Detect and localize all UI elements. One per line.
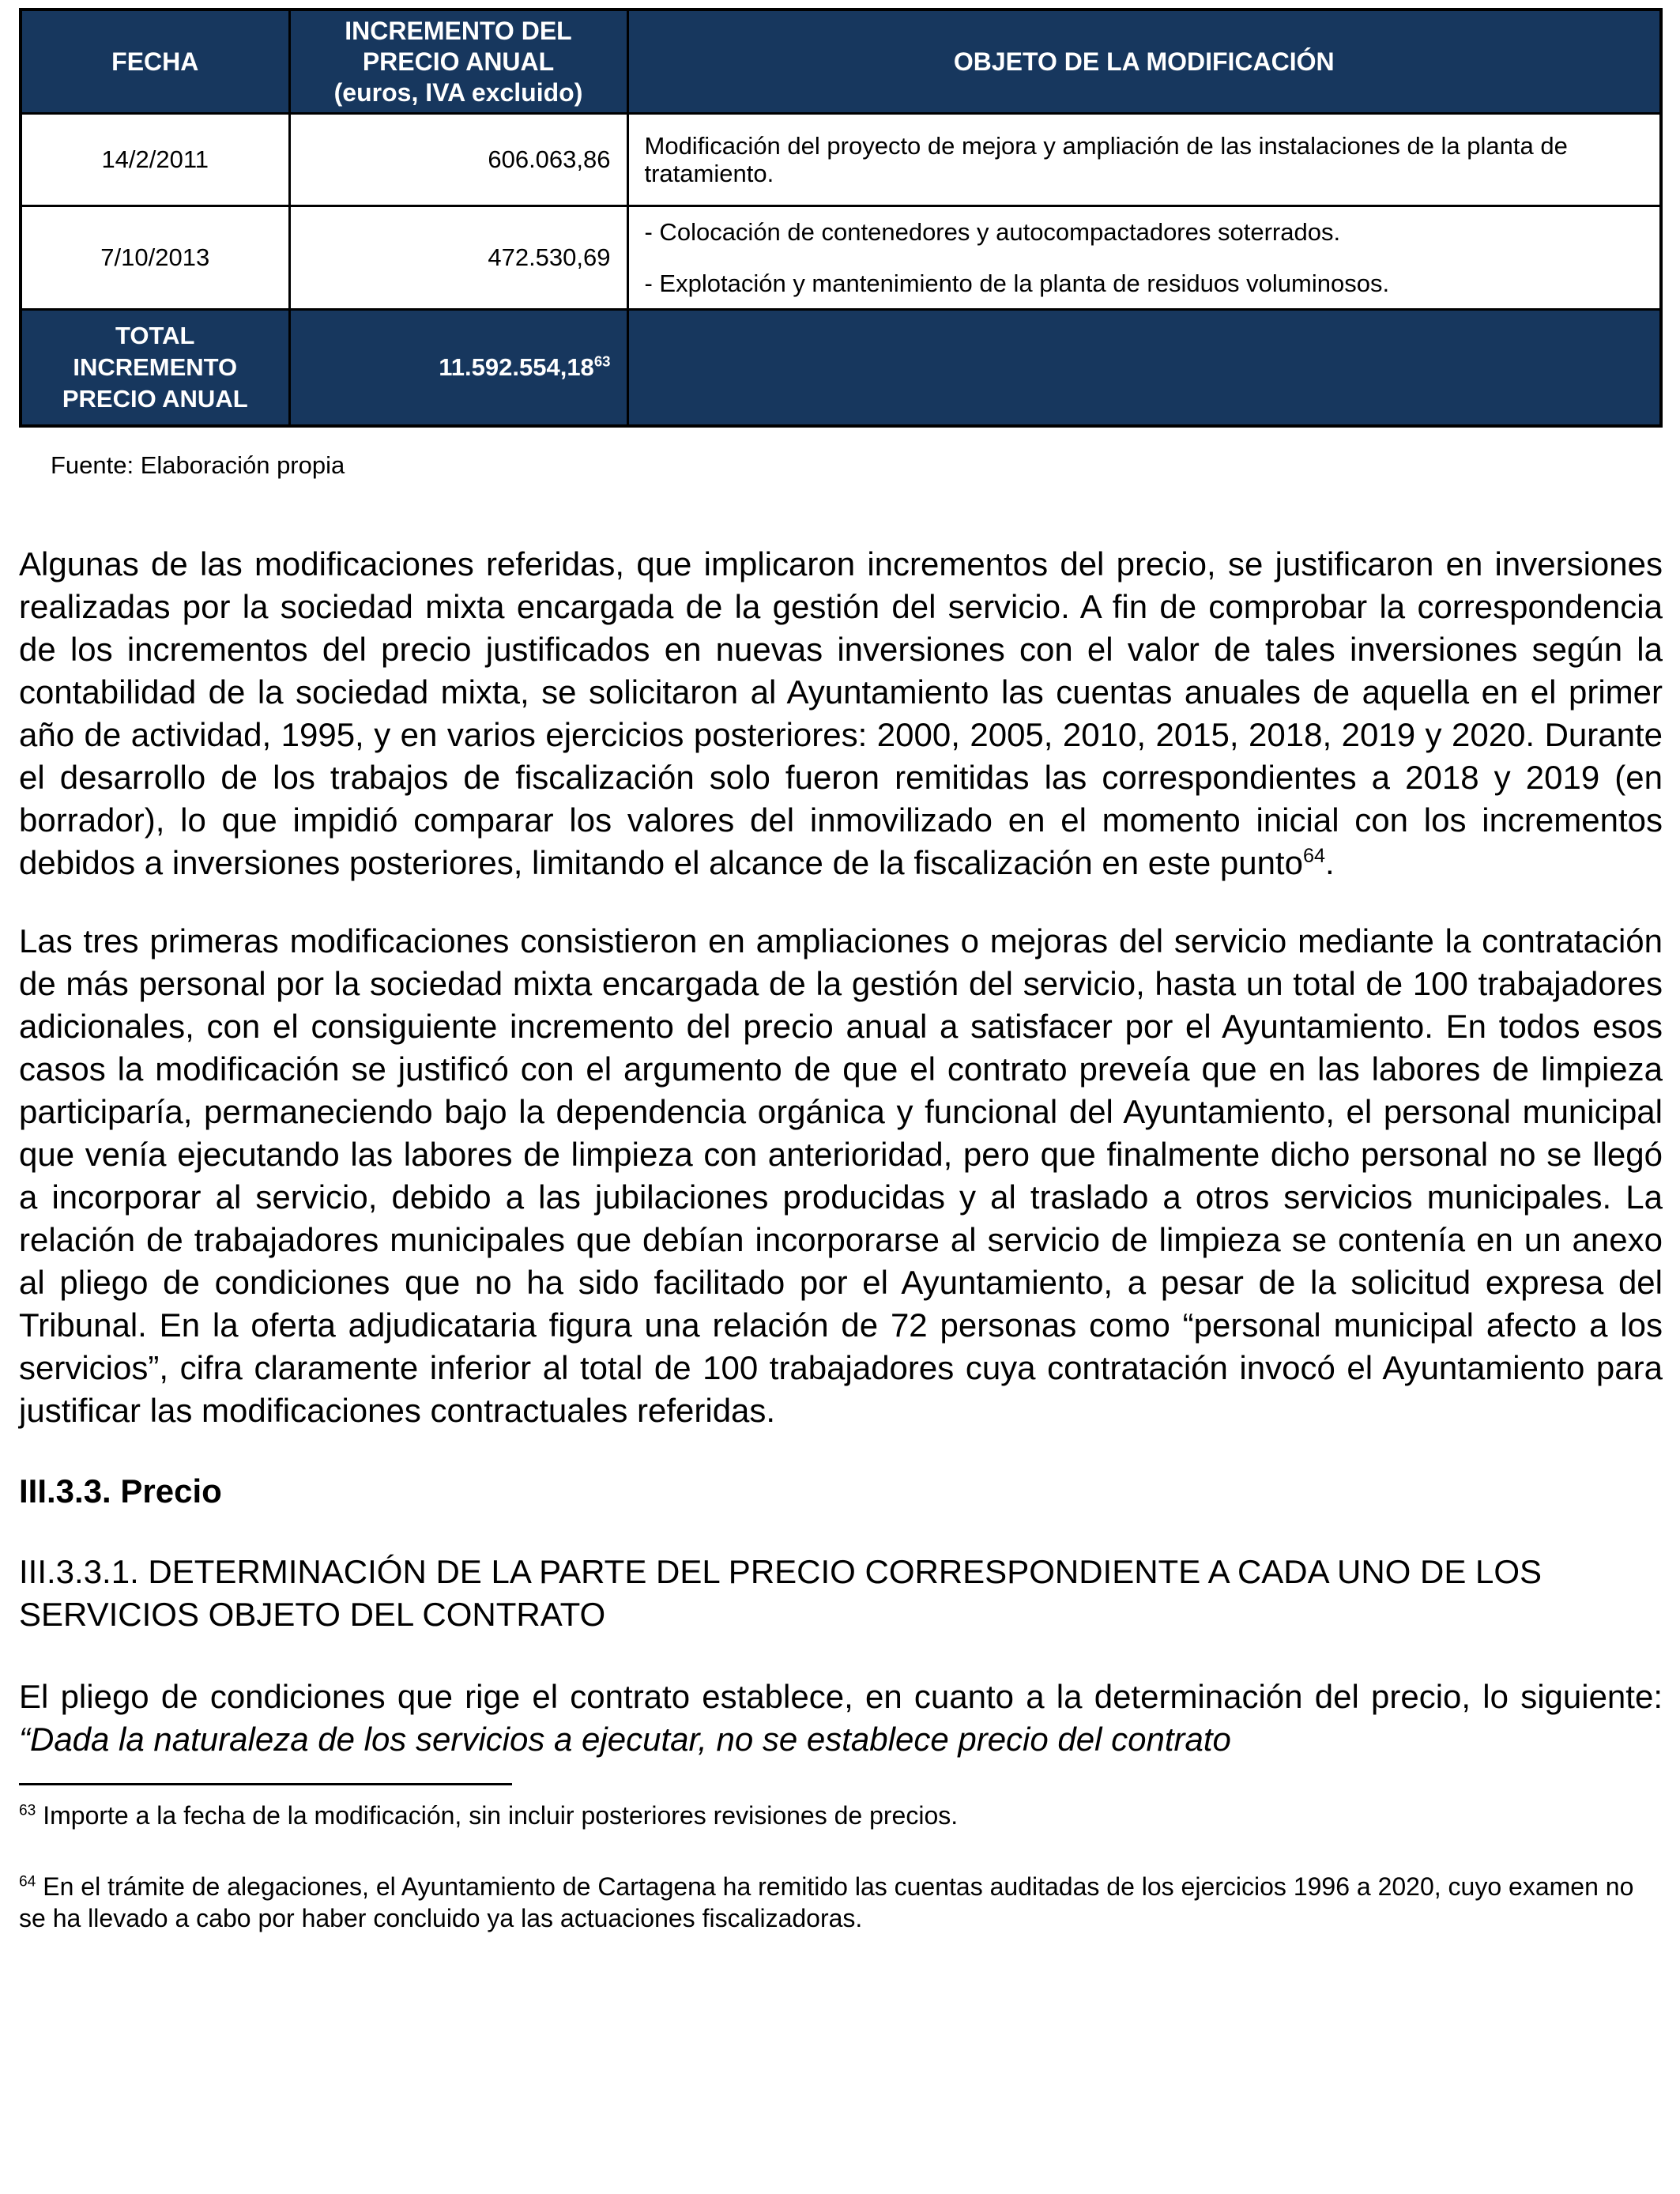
paragraph-inversiones [19, 543, 1663, 884]
quoted-text: “Dada la naturaleza de los servicios a ejecutar, no se establece precio del contrato [19, 1721, 1231, 1758]
objeto-line: - Colocación de contenedores y autocompactadores soterrados. [644, 218, 1341, 246]
total-amount: 11.592.554,18 [439, 353, 594, 381]
table-total-row [21, 310, 1661, 427]
total-label-line2: INCREMENTO [73, 353, 238, 381]
section-heading: III.3.3. Precio [19, 1472, 222, 1510]
document-page [19, 0, 1663, 1934]
header-incremento-line3: (euros, IVA excluido) [333, 77, 583, 107]
cell-incremento: 606.063,86 [289, 114, 627, 206]
table-source: Fuente: Elaboración propia [51, 451, 345, 479]
header-fecha: FECHA [21, 9, 289, 114]
cell-incremento: 472.530,69 [289, 206, 627, 310]
total-label-line3: PRECIO ANUAL [62, 385, 248, 413]
objeto-line: - Explotación y mantenimiento de la planta de residuos voluminosos. [644, 270, 1390, 297]
header-incremento-line1: INCREMENTO DEL [345, 16, 572, 45]
cell-fecha: 14/2/2011 [21, 114, 289, 206]
footnote-ref-64[interactable]: 64 [1302, 845, 1325, 867]
total-label [21, 310, 289, 427]
footnote-64 [19, 1871, 1663, 1934]
table-header-row [21, 9, 1661, 114]
paragraph-text: Algunas de las modificaciones referidas, que implicaron incrementos del precio, se justificaron en inversiones realizadas por la sociedad mixta encargada de la gestión del servicio. A fin de comprobar la correspondencia de los incrementos del precio justificados en nuevas inversiones con el valor de tales inversiones según la contabilidad de la sociedad mixta, se solicitaron al Ayuntamiento las cuentas anuales de aquella en el primer año de actividad, 1995, y en varios ejercicios posteriores: 2000, 2005, 2010, 2015, 2018, 2019 y 2020. Durante el desarrollo de los trabajos de fiscalización solo fueron remitidas las correspondientes a 2018 y 2019 (en borrador), lo que impidió comparar los valores del inmovilizado en el momento inicial con los incrementos debidos a inversiones posteriores, limitando el alcance de la fiscalización en este punto [19, 545, 1663, 881]
cell-objeto [627, 206, 1661, 310]
modifications-table [19, 8, 1663, 428]
header-incremento [289, 9, 627, 114]
header-incremento-line2: PRECIO ANUAL [362, 47, 555, 76]
cell-objeto [627, 114, 1661, 206]
header-objeto: OBJETO DE LA MODIFICACIÓN [627, 9, 1661, 114]
paragraph-text: El pliego de condiciones que rige el contrato establece, en cuanto a la determinación del precio, lo siguiente: [19, 1678, 1663, 1715]
paragraph-personal: Las tres primeras modificaciones consistieron en ampliaciones o mejoras del servicio mediante la contratación de más personal por la sociedad mixta encargada de la gestión del servicio, hasta un total de 100 trabajadores adicionales, con el consiguiente incremento del precio anual a satisfacer por el Ayuntamiento. En todos esos casos la modificación se justificó con el argumento de que el contrato preveía que en las labores de limpieza participaría, permaneciendo bajo la dependencia orgánica y funcional del Ayuntamiento, el personal municipal que venía ejecutando las labores de limpieza con anterioridad, pero que finalmente dicho personal no se llegó a incorporar al servicio, debido a las jubilaciones producidas y al traslado a otros servicios municipales. La relación de trabajadores municipales que debían incorporarse al servicio de limpieza se contenía en un anexo al pliego de condiciones que no ha sido facilitado por el Ayuntamiento, a pesar de la solicitud expresa del Tribunal. En la oferta adjudicataria figura una relación de 72 personas como “personal municipal afecto a los servicios”, cifra claramente inferior al total de 100 trabajadores cuya contratación invocó el Ayuntamiento para justificar las modificaciones contractuales referidas. [19, 922, 1663, 1429]
footnote-separator [19, 1783, 512, 1785]
footnote-number: 64 [19, 1873, 36, 1891]
cell-fecha: 7/10/2013 [21, 206, 289, 310]
total-label-line1: TOTAL [115, 322, 195, 349]
subsection-heading: III.3.3.1. DETERMINACIÓN DE LA PARTE DEL PRECIO CORRESPONDIENTE A CADA UNO DE LOS SERVICIOS OBJETO DEL CONTRATO [19, 1553, 1543, 1633]
footnote-63 [19, 1800, 1663, 1831]
total-empty-cell [627, 310, 1661, 427]
footnote-text: En el trámite de alegaciones, el Ayuntamiento de Cartagena ha remitido las cuentas auditadas de los ejercicios 1996 a 2020, cuyo examen no se ha llevado a cabo por haber concluido ya las actuaciones fiscalizadoras. [19, 1872, 1634, 1932]
objeto-line: Modificación del proyecto de mejora y ampliación de las instalaciones de la planta de tratamiento. [644, 132, 1568, 187]
footnote-text: Importe a la fecha de la modificación, sin incluir posteriores revisiones de precios. [36, 1801, 959, 1830]
footnote-number: 63 [19, 1802, 36, 1819]
paragraph-pliego [19, 1676, 1663, 1761]
paragraph-end: . [1325, 844, 1335, 881]
footnote-ref-63[interactable]: 63 [593, 352, 611, 370]
table-row [21, 114, 1661, 206]
total-value [289, 310, 627, 427]
table-row [21, 206, 1661, 310]
